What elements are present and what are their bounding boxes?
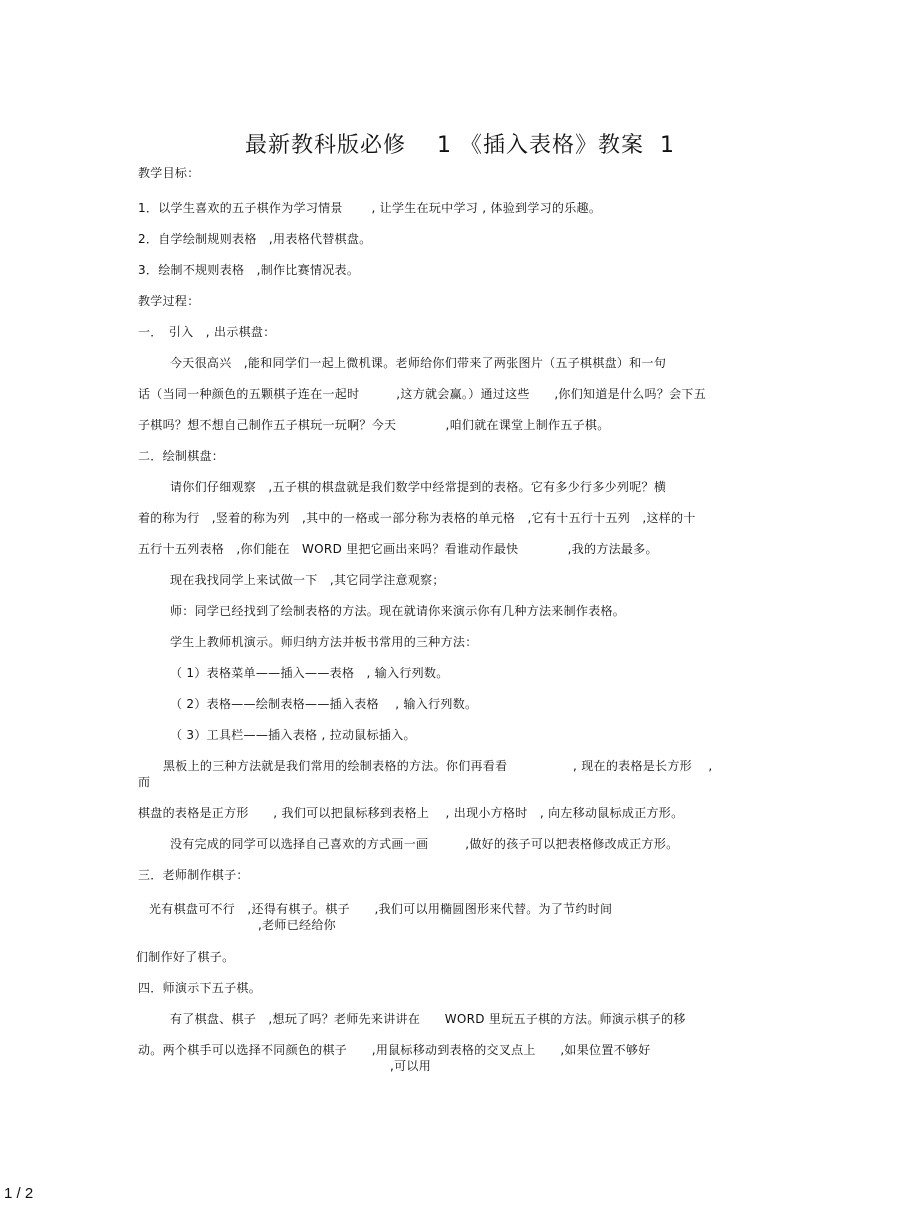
document-title: 最新教科版必修 1 《插入表格》教案 1 <box>245 133 675 158</box>
paragraph-line: ,可以用 <box>390 1059 432 1073</box>
section-heading: 三．老师制作棋子： <box>138 868 249 882</box>
section-heading: 二．绘制棋盘： <box>138 449 225 463</box>
list-item: （ 3）工具栏——插入表格 , 拉动鼠标插入。 <box>170 728 416 742</box>
paragraph-line: 光有棋盘可不行 ,还得有棋子。棋子 ,我们可以用椭圆图形来代替。为了节约时间 <box>149 902 613 916</box>
paragraph-line: 3．绘制不规则表格 ,制作比赛情况表。 <box>138 263 360 277</box>
paragraph-line: 有了棋盘、棋子 ,想玩了吗？老师先来讲讲在 WORD 里玩五子棋的方法。师演示棋子的移 <box>170 1012 686 1026</box>
section-heading: 一． 引入 , 出示棋盘： <box>138 325 276 339</box>
paragraph-line: 现在我找同学上来试做一下 ,其它同学注意观察； <box>170 573 445 587</box>
paragraph-line: 棋盘的表格是正方形 , 我们可以把鼠标移到表格上 , 出现小方格时 , 向左移动鼠标成正方形。 <box>138 806 684 820</box>
section-heading: 教学目标： <box>138 166 200 180</box>
paragraph-line: 们制作好了棋子。 <box>136 950 235 964</box>
paragraph-line: 话（当同一种颜色的五颗棋子连在一起时 ,这方就会赢。）通过这些 ,你们知道是什么吗？会下五 <box>138 387 707 401</box>
paragraph-line: 五行十五列表格 ,你们能在 WORD 里把它画出来吗？看谁动作最快 ,我的方法最多。 <box>138 542 658 556</box>
list-item: （ 2）表格——绘制表格——插入表格 , 输入行列数。 <box>170 697 478 711</box>
list-item: （ 1）表格菜单——插入——表格 , 输入行列数。 <box>170 666 449 680</box>
paragraph-line: 没有完成的同学可以选择自己喜欢的方式画一画 ,做好的孩子可以把表格修改成正方形。 <box>170 837 679 851</box>
paragraph-line: 黑板上的三种方法就是我们常用的绘制表格的方法。你们再看看 , 现在的表格是长方形 , <box>163 759 713 773</box>
section-heading: 教学过程： <box>138 294 200 308</box>
section-heading: 四．师演示下五子棋。 <box>138 981 262 995</box>
paragraph-line: ,老师已经给你 <box>258 918 336 932</box>
paragraph-line: 1．以学生喜欢的五子棋作为学习情景 , 让学生在玩中学习 , 体验到学习的乐趣。 <box>138 201 602 215</box>
paragraph-line: 今天很高兴 ,能和同学们一起上微机课。老师给你们带来了两张图片（五子棋棋盘）和一句 <box>170 356 667 370</box>
paragraph-line: 子棋吗？想不想自己制作五子棋玩一玩啊？今天 ,咱们就在课堂上制作五子棋。 <box>138 418 610 432</box>
paragraph-line: 学生上教师机演示。师归纳方法并板书常用的三种方法： <box>170 635 478 649</box>
page-indicator: 1 / 2 <box>4 1185 34 1202</box>
paragraph-line: 师：同学已经找到了绘制表格的方法。现在就请你来演示你有几种方法来制作表格。 <box>170 604 626 618</box>
paragraph-line: 而 <box>138 775 151 789</box>
paragraph-line: 动。两个棋手可以选择不同颜色的棋子 ,用鼠标移动到表格的交叉点上 ,如果位置不够好 <box>138 1043 651 1057</box>
paragraph-line: 2．自学绘制规则表格 ,用表格代替棋盘。 <box>138 232 372 246</box>
paragraph-line: 请你们仔细观察 ,五子棋的棋盘就是我们数学中经常提到的表格。它有多少行多少列呢？横 <box>170 480 667 494</box>
paragraph-line: 着的称为行 ,竖着的称为列 ,其中的一格或一部分称为表格的单元格 ,它有十五行十五列 ,这样的十 <box>138 511 696 525</box>
